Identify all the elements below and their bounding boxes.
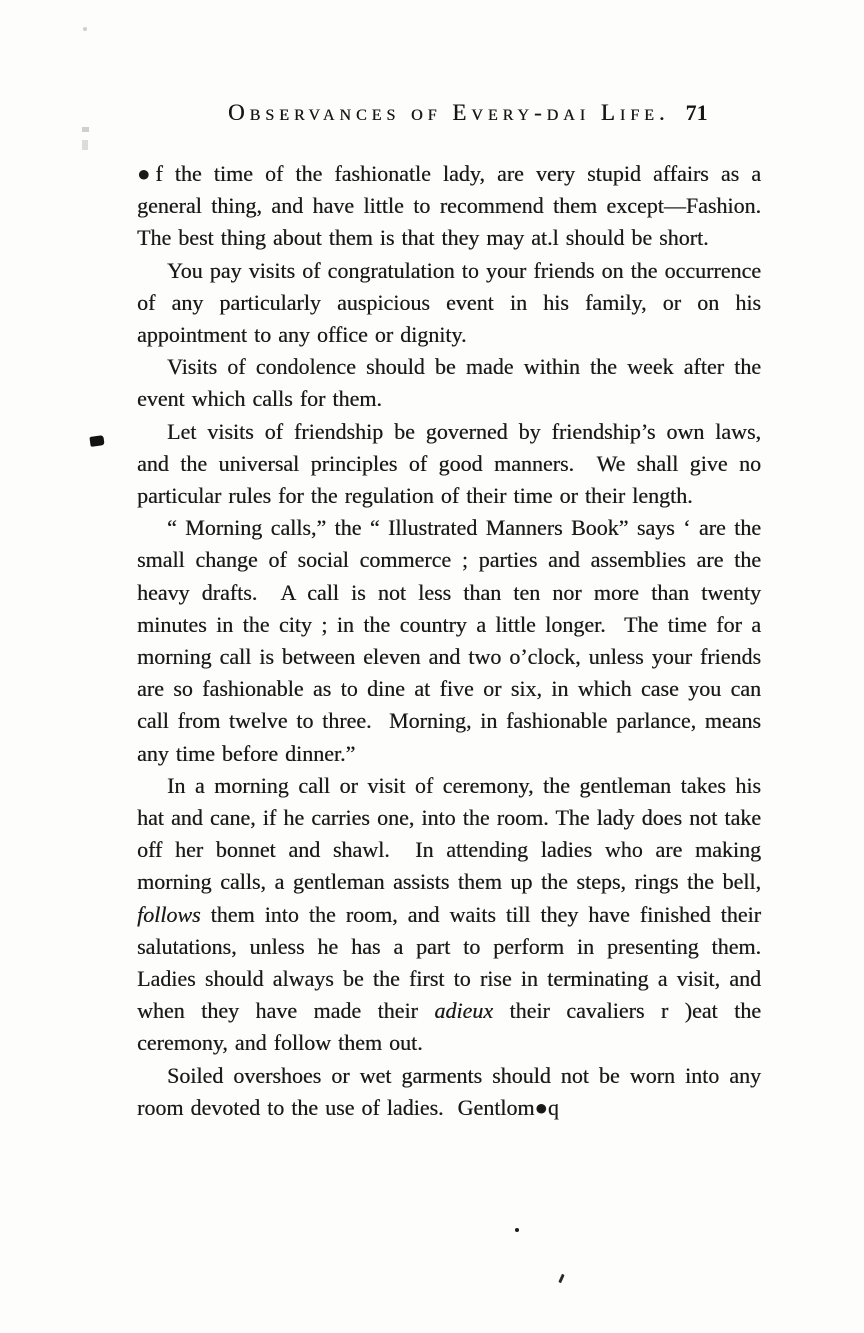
running-title: Observances of Every-daı Life. [228,100,670,125]
page-number: 71 [685,100,708,125]
paragraph-continuation: ●f the time of the fashionatle lady, are very stupid affairs as a general thing, and have little to recommend them except—Fashion. The best thing about them is that they may at.l should be short. [137,161,775,251]
scan-speck [82,140,88,150]
paragraph-visits-condolence: Visits of condolence should be made within the week after the event which calls for them. [137,354,768,412]
margin-ink-blot [89,435,104,447]
paragraph-segment: their cavaliers r )eat the ceremony, and follow them out. [137,998,768,1056]
paragraph-segment: them into the room, and waits till they have finished their salutations, unless he has a part to perform in presenting them. Ladies should always be the first to rise in terminating a visit, and when they have made their [137,901,775,1024]
paragraph-visits-congratulation: You pay visits of congratulation to your friends on the occurrence of any particularly auspicious event in his family, or on his appointment to any office or dignity. [137,257,768,348]
scan-speck [82,127,89,132]
paragraph-morning-call-ceremony [137,770,775,1060]
running-head [228,100,708,126]
italic-word-follows: follows [137,901,201,927]
scan-speck [558,1274,564,1283]
body-text-block [137,158,775,1124]
paragraph-segment: In a morning call or visit of ceremony, the gentleman takes his hat and cane, if he carries one, into the room. The lady does not take off her bonnet and shawl. In attending ladies who are making morning calls, a gentleman assists them up the steps, rings the bell, [137,772,768,895]
italic-word-adieux: adieux [434,998,493,1024]
scan-speck [83,27,87,31]
paragraph-visits-friendship: Let visits of friendship be governed by friendship’s own laws, and the universal principles of good manners. We shall give no particular rules for the regulation of their time or their length. [137,418,768,509]
paragraph-morning-calls-quote: “ Morning calls,” the “ Illustrated Manners Book” says ‘ are the small change of social commerce ; parties and assemblies are the heavy drafts. A call is not less than ten nor more than twenty minutes in the city ; in the country a little longer. The time for a morning call is between eleven and two o’clock, unless your friends are so fashionable as to dine at five or six, in which case you can call from twelve to three. Morning, in fashionable parlance, means any time before dinner.” [137,515,768,766]
paragraph-soiled-overshoes: Soiled overshoes or wet garments should not be worn into any room devoted to the use of ladies. Gentlom●q [137,1062,768,1120]
scan-speck [515,1228,519,1232]
